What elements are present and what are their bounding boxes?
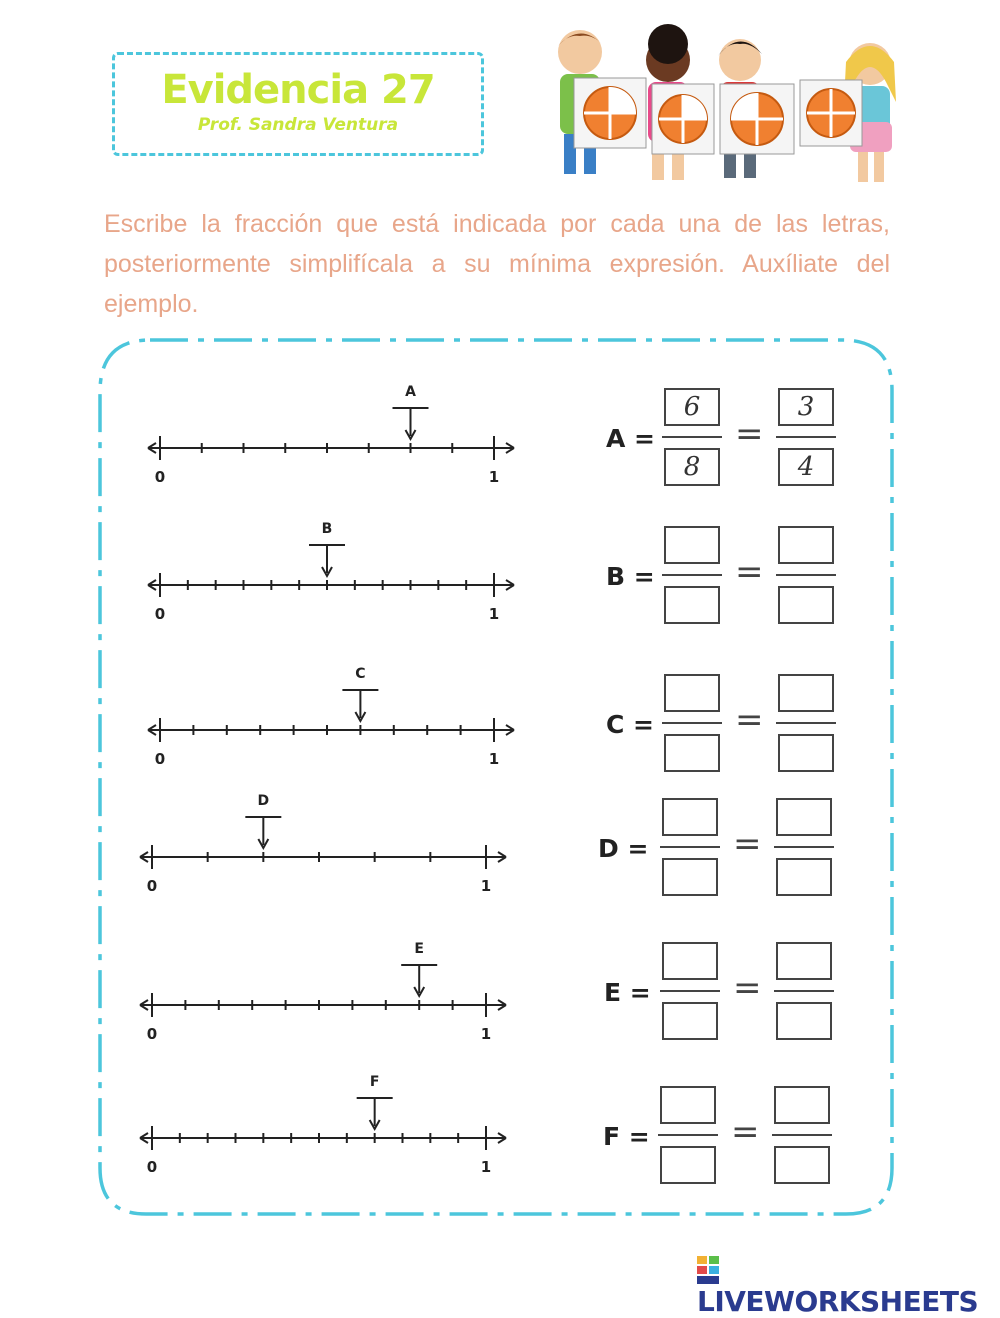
marker-letter-e: E	[414, 941, 424, 957]
marker-letter-f: F	[369, 1074, 380, 1090]
equals-sign: =	[731, 1112, 760, 1152]
numerator-input-f[interactable]	[660, 1086, 716, 1124]
marker-letter-b: B	[321, 521, 333, 537]
equals-sign: =	[733, 824, 762, 864]
simplified-denominator-input-c[interactable]	[778, 734, 834, 772]
numerator-input-b[interactable]	[664, 526, 720, 564]
denominator-input-f[interactable]	[660, 1146, 716, 1184]
tick-label-start: 0	[154, 468, 166, 486]
fraction-bar	[662, 722, 722, 724]
fraction-bar	[776, 574, 836, 576]
fraction-bar	[662, 574, 722, 576]
numerator-input-e[interactable]	[662, 942, 718, 980]
simplified-numerator-input-f[interactable]	[774, 1086, 830, 1124]
equation-label-f: F =	[603, 1122, 650, 1151]
numerator-input-a[interactable]: 6	[664, 388, 720, 426]
equals-sign: =	[735, 414, 764, 454]
equals-sign: =	[735, 700, 764, 740]
marker-letter-c: C	[355, 666, 366, 682]
equation-label-d: D =	[598, 834, 649, 863]
instructions-text: Escribe la fracción que está indicada por cada una de las letras, posteriormente simplifícala a su mínima expresión. Auxíliate del ejemplo.	[104, 210, 890, 318]
tick-label-start: 0	[154, 750, 166, 768]
tick-label-end: 1	[488, 750, 500, 768]
numerator-input-d[interactable]	[662, 798, 718, 836]
liveworksheets-logo	[697, 1252, 1000, 1318]
tick-label-end: 1	[480, 1025, 492, 1043]
denominator-input-c[interactable]	[664, 734, 720, 772]
marker-letter-a: A	[405, 384, 416, 400]
simplified-denominator-input-f[interactable]	[774, 1146, 830, 1184]
simplified-numerator-input-d[interactable]	[776, 798, 832, 836]
denominator-input-e[interactable]	[662, 1002, 718, 1040]
simplified-denominator-input-a[interactable]: 4	[778, 448, 834, 486]
simplified-numerator-input-c[interactable]	[778, 674, 834, 712]
tick-label-end: 1	[480, 877, 492, 895]
simplified-numerator-input-b[interactable]	[778, 526, 834, 564]
denominator-input-d[interactable]	[662, 858, 718, 896]
simplified-numerator-input-e[interactable]	[776, 942, 832, 980]
simplified-denominator-input-e[interactable]	[776, 1002, 832, 1040]
fraction-bar	[776, 722, 836, 724]
tick-label-end: 1	[488, 468, 500, 486]
worksheet-title: Evidencia 27	[161, 67, 435, 113]
fraction-bar	[660, 846, 720, 848]
fraction-bar	[774, 990, 834, 992]
tick-label-start: 0	[146, 1158, 158, 1176]
fraction-bar	[658, 1134, 718, 1136]
worksheet-author: Prof. Sandra Ventura	[197, 115, 399, 135]
equation-label-c: C =	[606, 710, 654, 739]
tick-label-start: 0	[146, 1025, 158, 1043]
equation-label-a: A =	[606, 424, 655, 453]
marker-letter-d: D	[257, 793, 270, 809]
equals-sign: =	[733, 968, 762, 1008]
fraction-bar	[772, 1134, 832, 1136]
simplified-denominator-input-b[interactable]	[778, 586, 834, 624]
equals-sign: =	[735, 552, 764, 592]
liveworksheets-logo-icon	[697, 1256, 719, 1284]
tick-label-start: 0	[146, 877, 158, 895]
tick-label-start: 0	[154, 605, 166, 623]
fraction-bar	[776, 436, 836, 438]
simplified-numerator-input-a[interactable]: 3	[778, 388, 834, 426]
numerator-input-c[interactable]	[664, 674, 720, 712]
simplified-denominator-input-d[interactable]	[776, 858, 832, 896]
denominator-input-b[interactable]	[664, 586, 720, 624]
fraction-bar	[774, 846, 834, 848]
equation-label-e: E =	[604, 978, 651, 1007]
fraction-bar	[660, 990, 720, 992]
tick-label-end: 1	[480, 1158, 492, 1176]
fraction-bar	[662, 436, 722, 438]
equation-label-b: B =	[606, 562, 655, 591]
denominator-input-a[interactable]: 8	[664, 448, 720, 486]
liveworksheets-logo-text: LIVEWORKSHEETS	[697, 1285, 979, 1318]
tick-label-end: 1	[488, 605, 500, 623]
